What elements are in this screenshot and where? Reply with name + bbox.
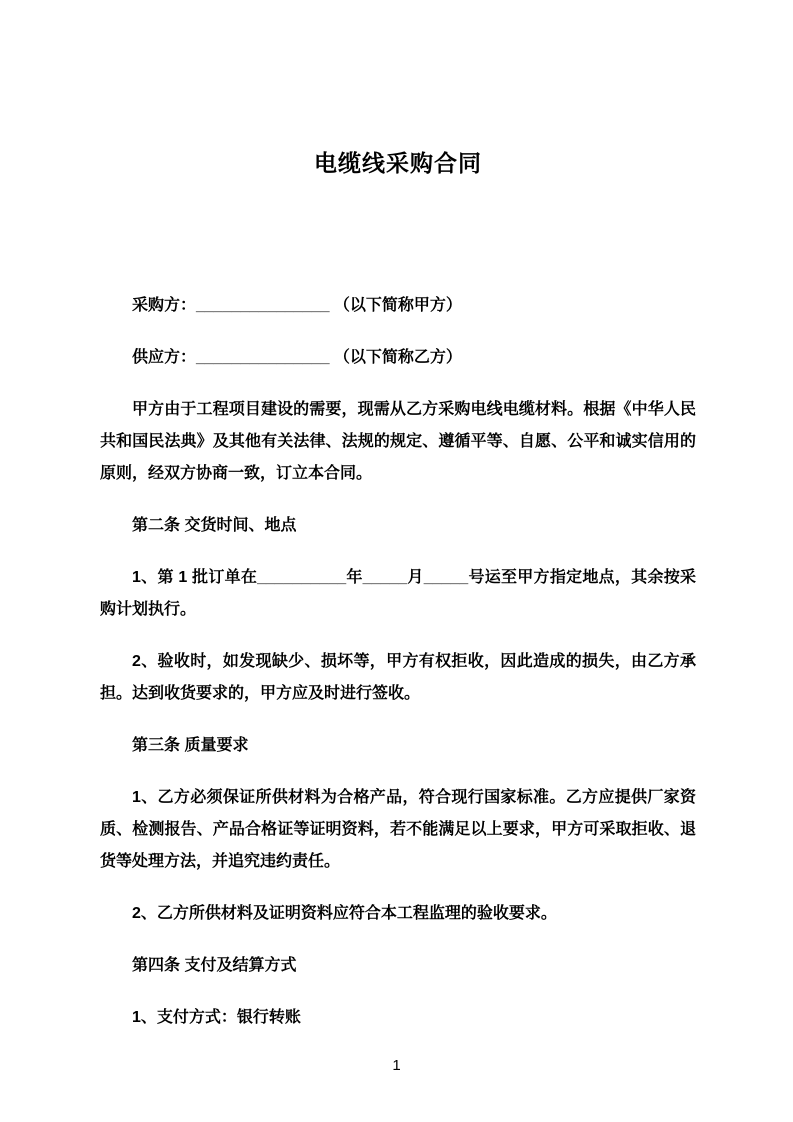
section-heading: 第三条 质量要求	[132, 737, 249, 754]
paragraph: 供应方：_______________ （以下简称乙方）	[132, 349, 462, 366]
paragraph: 1、乙方必须保证所供材料为合格产品，符合现行国家标准。乙方应提供厂家资质、检测报告、产品合格证等证明资料，若不能满足以上要求，甲方可采取拒收、退货等处理方法，并追究违约责任。	[100, 789, 696, 870]
section-heading: 第二条 交货时间、地点	[132, 517, 297, 534]
paragraph: 2、乙方所供材料及证明资料应符合本工程监理的验收要求。	[132, 905, 557, 922]
document-body	[100, 290, 696, 1034]
paragraph: 甲方由于工程项目建设的需要，现需从乙方采购电线电缆材料。根据《中华人民共和国民法典》及其他有关法律、法规的规定、遵循平等、自愿、公平和诚实信用的原则，经双方协商一致，订立本合同。	[100, 401, 696, 482]
paragraph: 1、支付方式：银行转账	[132, 1009, 301, 1026]
paragraph: 2、验收时，如发现缺少、损坏等，甲方有权拒收，因此造成的损失，由乙方承担。达到收货要求的，甲方应及时进行签收。	[100, 653, 696, 702]
page-number: 1	[392, 1057, 401, 1074]
paragraph: 采购方：_______________ （以下简称甲方）	[132, 297, 462, 314]
paragraph: 1、第 1 批订单在__________年_____月_____号运至甲方指定地点，其余按采购计划执行。	[100, 569, 696, 618]
document-title: 电缆线采购合同	[314, 150, 482, 176]
section-heading: 第四条 支付及结算方式	[132, 957, 297, 974]
